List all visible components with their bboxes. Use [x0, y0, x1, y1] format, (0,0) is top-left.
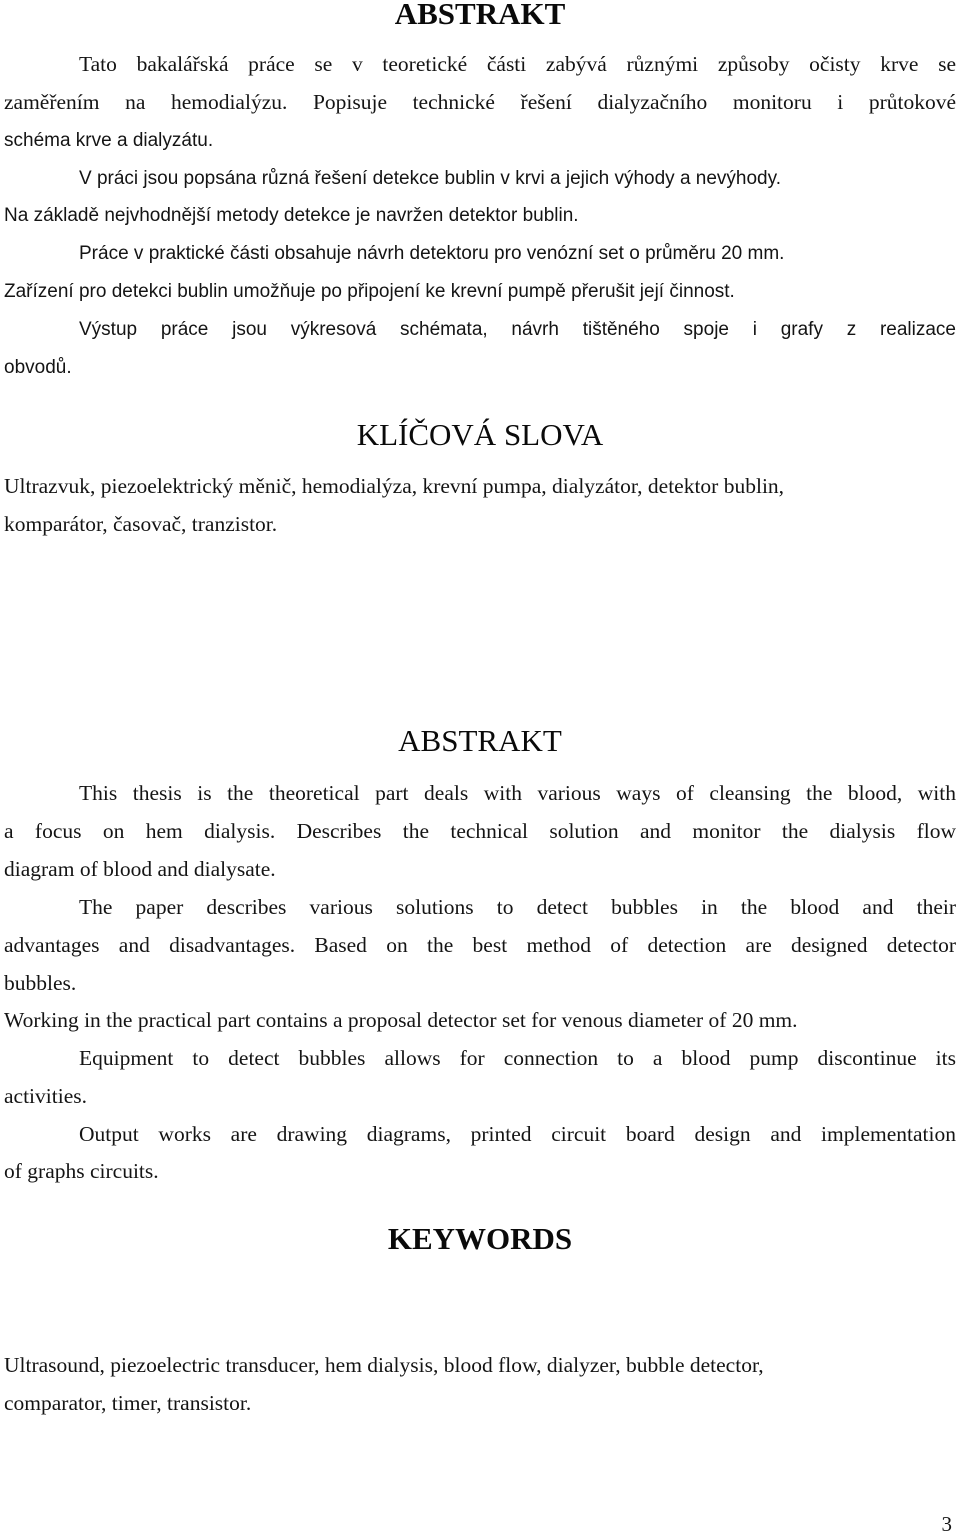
abstract-heading-en: ABSTRAKT: [398, 723, 562, 758]
keywords-heading-en: KEYWORDS: [387, 1221, 573, 1256]
abstract-en-line-1: This thesis is the theoretical part deals with various ways of cleansing the blood, with: [79, 781, 956, 805]
keywords-en-line-2: comparator, timer, transistor.: [4, 1391, 252, 1415]
abstract-en-line-2: a focus on hem dialysis. Describes the technical solution and monitor the dialysis flow: [4, 819, 956, 843]
abstract-en-line-8: Equipment to detect bubbles allows for connection to a blood pump discontinue its: [79, 1046, 956, 1070]
abstract-cz-line-4: V práci jsou popsána různá řešení detekce bublin v krvi a jejich výhody a nevýhody.: [79, 168, 781, 189]
abstract-en-line-9: activities.: [4, 1084, 87, 1108]
keywords-cz-line-2: komparátor, časovač, tranzistor.: [4, 512, 278, 536]
abstract-cz-line-7: Zařízení pro detekci bublin umožňuje po připojení ke krevní pumpě přerušit její činnost.: [4, 281, 735, 302]
abstract-cz-line-5: Na základě nejvhodnější metody detekce je navržen detektor bublin.: [4, 205, 579, 226]
abstract-cz-line-1: Tato bakalářská práce se v teoretické části zabývá různými způsoby očisty krve se: [79, 52, 956, 76]
abstract-heading-cz: ABSTRAKT: [394, 0, 566, 31]
abstract-en-line-3: diagram of blood and dialysate.: [4, 857, 276, 881]
abstract-cz-line-3: schéma krve a dialyzátu.: [4, 130, 214, 151]
abstract-en-line-7: Working in the practical part contains a proposal detector set for venous diameter of 20 mm.: [4, 1008, 798, 1032]
abstract-en-line-10: Output works are drawing diagrams, printed circuit board design and implementation: [79, 1122, 956, 1146]
abstract-en-line-4: The paper describes various solutions to detect bubbles in the blood and their: [79, 895, 956, 919]
abstract-en-line-5: advantages and disadvantages. Based on the best method of detection are designed detector: [4, 933, 956, 957]
abstract-en-line-6: bubbles.: [4, 971, 77, 995]
abstract-cz-line-6: Práce v praktické části obsahuje návrh detektoru pro venózní set o průměru 20 mm.: [79, 243, 785, 264]
abstract-cz-line-2: zaměřením na hemodialýzu. Popisuje technické řešení dialyzačního monitoru i průtokové: [4, 90, 956, 114]
keywords-heading-cz: KLÍČOVÁ SLOVA: [356, 417, 604, 452]
keywords-en-line-1: Ultrasound, piezoelectric transducer, hem dialysis, blood flow, dialyzer, bubble detector,: [4, 1353, 764, 1377]
abstract-cz-line-8: Výstup práce jsou výkresová schémata, návrh tištěného spoje i grafy z realizace: [79, 319, 956, 340]
abstract-en-line-11: of graphs circuits.: [4, 1159, 159, 1183]
keywords-cz-line-1: Ultrazvuk, piezoelektrický měnič, hemodialýza, krevní pumpa, dialyzátor, detektor bublin,: [4, 474, 785, 498]
page-number: 3: [941, 1512, 952, 1536]
abstract-cz-line-9: obvodů.: [4, 357, 72, 378]
